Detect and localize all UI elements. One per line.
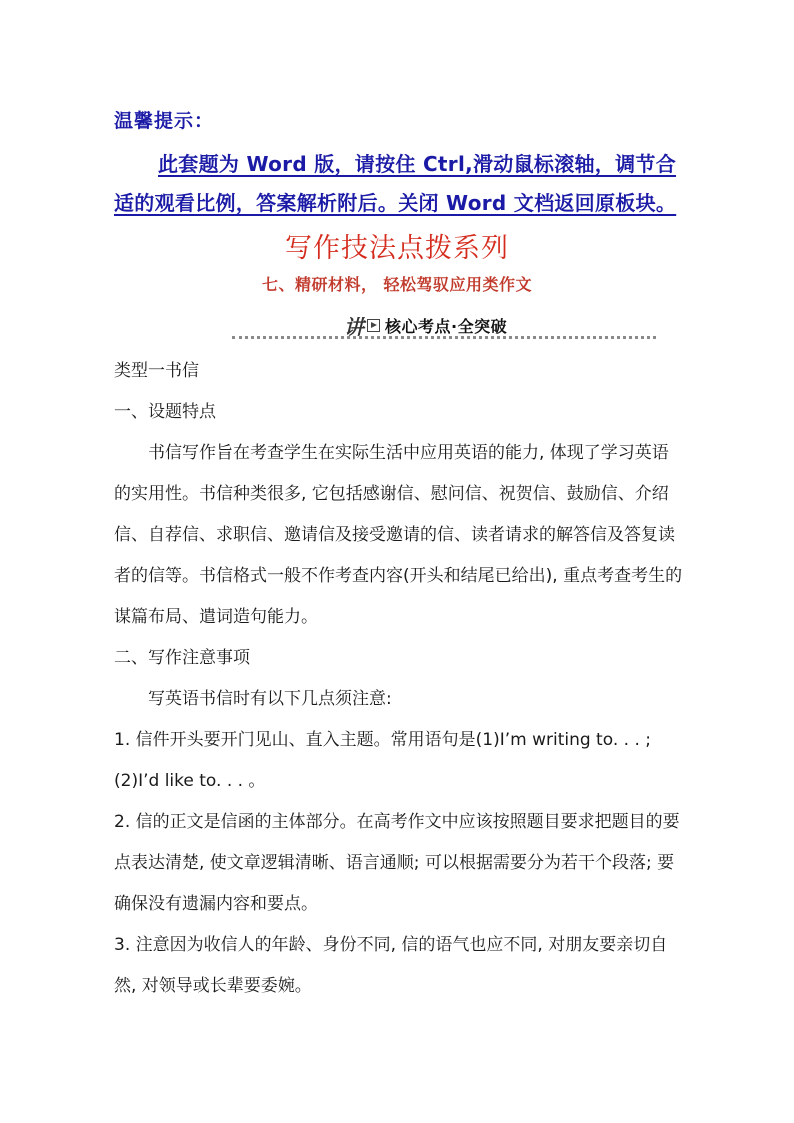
notice-body: 此套题为 Word 版，请按住 Ctrl,滑动鼠标滚轴，调节合适的观看比例，答案解析附后。关闭 Word 文档返回原板块。 [114,152,677,215]
list-item: 2. 信的正文是信函的主体部分。在高考作文中应该按照题目要求把题目的要点表达清楚, 使文章逻辑清晰、语言通顺; 可以根据需要分为若干个段落; 要确保没有遗漏内容和要点。 [114,812,680,914]
section-heading [344,313,507,337]
jiang-badge-icon: 讲 [344,314,364,339]
play-arrow-icon [367,319,380,332]
page-title: 写作技法点拨系列 [285,233,509,264]
section2-intro: 写英语书信时有以下几点须注意: [148,689,392,709]
page-subtitle: 七、精研材料， 轻松驾驭应用类作文 [261,275,533,294]
section2-heading: 二、写作注意事项 [114,648,250,668]
type-heading: 类型一书信 [114,361,199,381]
notice-title: 温馨提示： [114,110,215,132]
list-item: 3. 注意因为收信人的年龄、身份不同, 信的语气也应不同, 对朋友要亲切自然, 对领导或长辈要委婉。 [114,935,668,996]
section1-paragraph: 书信写作旨在考查学生在实际生活中应用英语的能力, 体现了学习英语的实用性。书信种类很多, 它包括感谢信、慰问信、祝贺信、鼓励信、介绍信、自荐信、求职信、邀请信及接受邀请的信、读者请求的解答信及答复读者的信等。书信格式一般不作考查内容(开头和结尾已给出), 重点考查考生的谋篇布局、遣词造句能力。 [114,443,683,627]
section1-heading: 一、设题特点 [114,402,216,422]
section-heading-label: 核心考点·全突破 [385,316,508,336]
list-item: 1. 信件开头要开门见山、直入主题。常用语句是(1)I’m writing to. . . ; (2)I’d like to. . . 。 [114,730,651,791]
dotted-divider [232,336,656,339]
